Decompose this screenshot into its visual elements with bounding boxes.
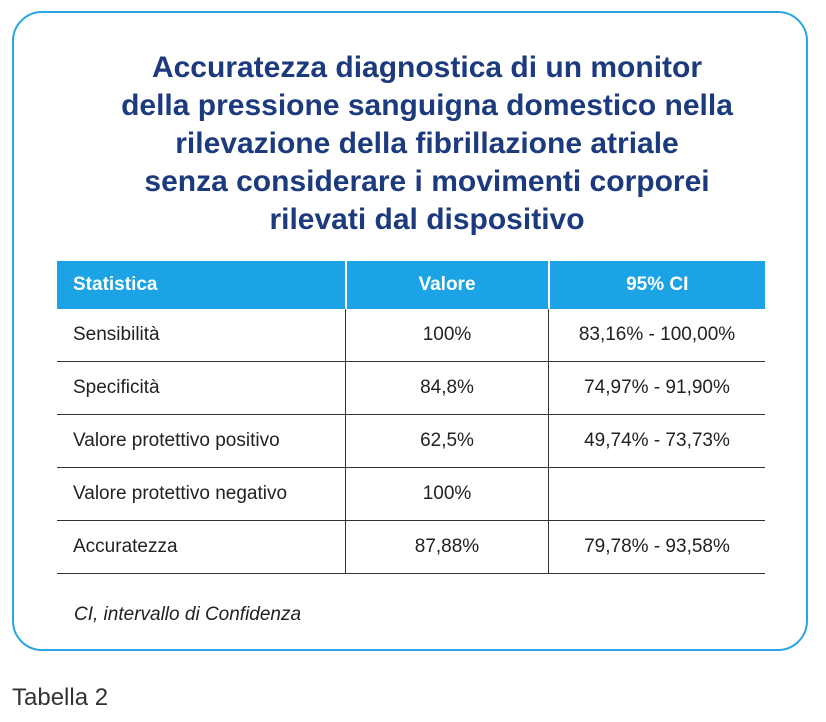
- cell-value: 62,5%: [346, 415, 549, 468]
- cell-ci: 49,74% - 73,73%: [549, 415, 766, 468]
- page-title: [54, 49, 800, 239]
- title-line-4: senza considerare i movimenti corporei: [144, 165, 710, 198]
- title-line-2: della pressione sanguigna domestico nella: [121, 89, 733, 122]
- cell-stat: Accuratezza: [57, 521, 346, 574]
- header-valore: Valore: [346, 261, 549, 309]
- title-line-3: rilevazione della fibrillazione atriale: [175, 127, 679, 160]
- table-header-row: [57, 261, 765, 309]
- cell-value: 84,8%: [346, 362, 549, 415]
- cell-stat: Sensibilità: [57, 309, 346, 362]
- cell-value: 87,88%: [346, 521, 549, 574]
- table-row: [57, 415, 765, 468]
- table-footnote: CI, intervallo di Confidenza: [74, 604, 302, 625]
- table-row: [57, 468, 765, 521]
- cell-ci: 83,16% - 100,00%: [549, 309, 766, 362]
- cell-ci: 79,78% - 93,58%: [549, 521, 766, 574]
- cell-value: 100%: [346, 309, 549, 362]
- title-line-5: rilevati dal dispositivo: [269, 203, 585, 236]
- cell-value: 100%: [346, 468, 549, 521]
- table-row: [57, 362, 765, 415]
- header-ci: 95% CI: [549, 261, 766, 309]
- cell-ci: [549, 468, 766, 521]
- cell-ci: 74,97% - 91,90%: [549, 362, 766, 415]
- cell-stat: Valore protettivo positivo: [57, 415, 346, 468]
- table-caption: Tabella 2: [12, 684, 109, 711]
- statistics-table: [57, 261, 765, 574]
- title-line-1: Accuratezza diagnostica di un monitor: [151, 51, 703, 84]
- cell-stat: Specificità: [57, 362, 346, 415]
- header-statistica: Statistica: [57, 261, 346, 309]
- cell-stat: Valore protettivo negativo: [57, 468, 346, 521]
- table-row: [57, 521, 765, 574]
- table-row: [57, 309, 765, 362]
